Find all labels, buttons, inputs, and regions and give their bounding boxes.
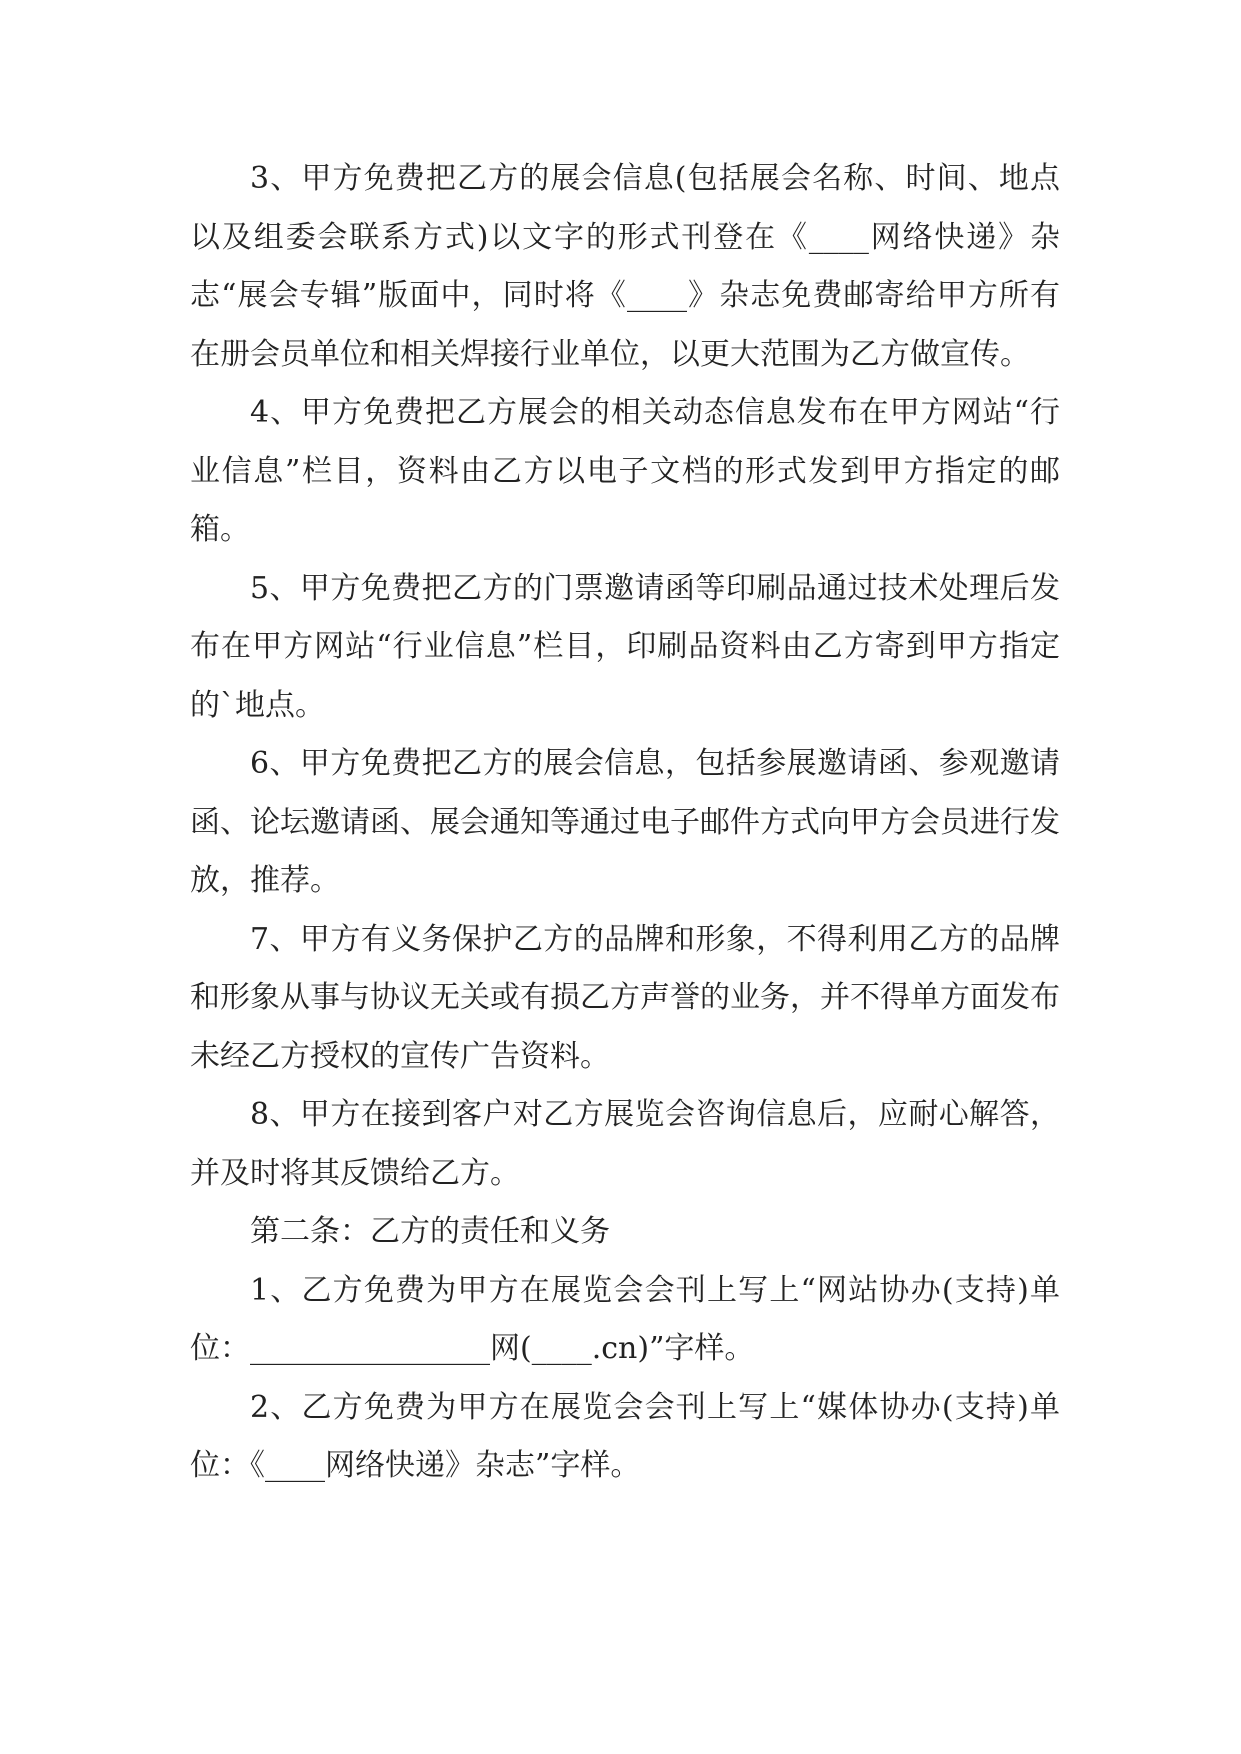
section-heading-article-2: 第二条：乙方的责任和义务	[250, 1214, 610, 1249]
clause-paragraph-7: 7、甲方有义务保护乙方的品牌和形象，不得利用乙方的品牌和形象从事与协议无关或有损乙方声誉的业务，并不得单方面发布未经乙方授权的宣传广告资料。	[190, 921, 1060, 1074]
clause-paragraph-8: 8、甲方在接到客户对乙方展览会咨询信息后，应耐心解答，并及时将其反馈给乙方。	[190, 1097, 1060, 1191]
clause-paragraph-4: 4、甲方免费把乙方展会的相关动态信息发布在甲方网站“行业信息”栏目，资料由乙方以电子文档的形式发到甲方指定的邮箱。	[190, 395, 1060, 547]
clause-paragraph-5: 5、甲方免费把乙方的门票邀请函等印刷品通过技术处理后发布在甲方网站“行业信息”栏目，印刷品资料由乙方寄到甲方指定的`地点。	[190, 570, 1060, 723]
clause-paragraph-6: 6、甲方免费把乙方的展会信息，包括参展邀请函、参观邀请函、论坛邀请函、展会通知等通过电子邮件方式向甲方会员进行发放，推荐。	[190, 746, 1060, 898]
party-b-clause-1: 1、乙方免费为甲方在展览会会刊上写上“网站协办(支持)单位：________________网(____.cn)”字样。	[190, 1272, 1060, 1366]
clause-paragraph-3: 3、甲方免费把乙方的展会信息(包括展会名称、时间、地点以及组委会联系方式)以文字的形式刊登在《____网络快递》杂志“展会专辑”版面中，同时将《____》杂志免费邮寄给甲方所有在册会员单位和相关焊接行业单位，以更大范围为乙方做宣传。	[190, 161, 1060, 372]
document-body	[190, 150, 1060, 1496]
party-b-clause-2: 2、乙方免费为甲方在展览会会刊上写上“媒体协办(支持)单位：《____网络快递》杂志”字样。	[190, 1389, 1060, 1483]
